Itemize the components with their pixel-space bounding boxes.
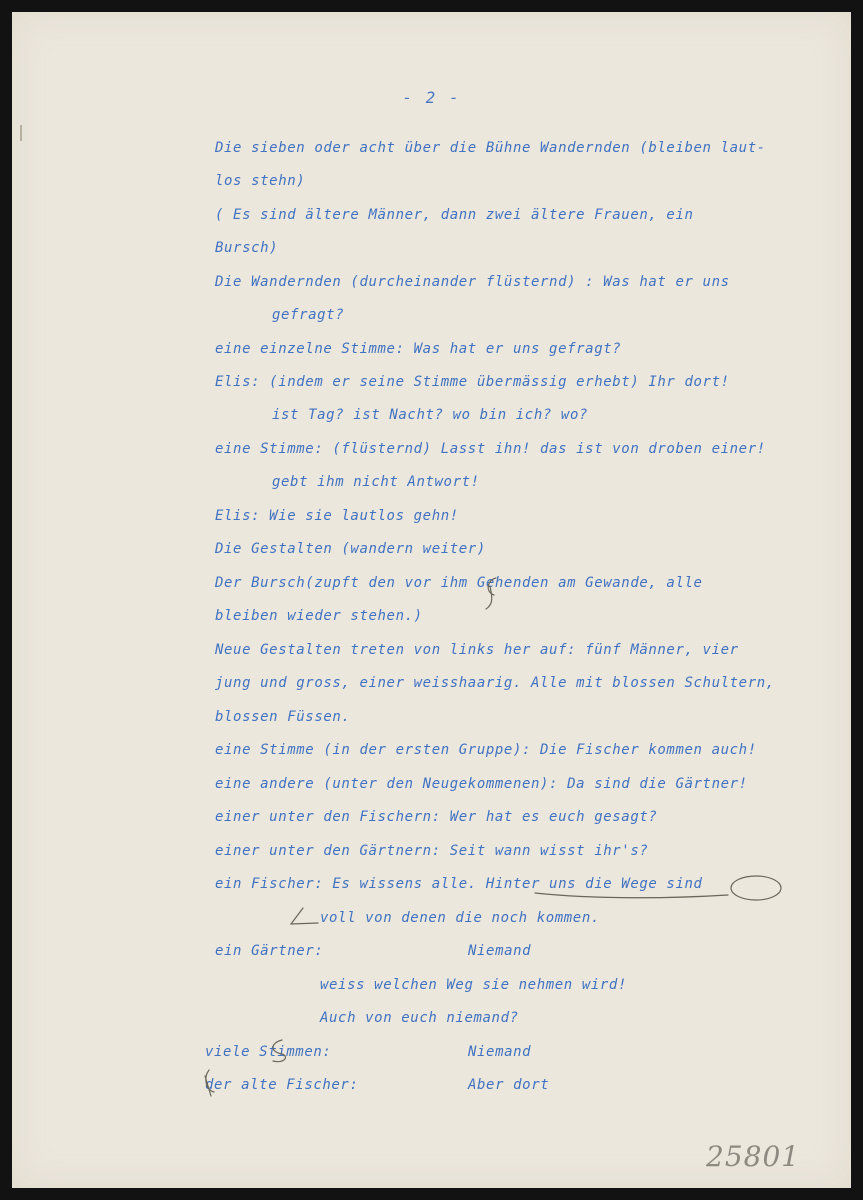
text-line: eine Stimme (in der ersten Gruppe): Die Fischer kommen auch! [215, 742, 757, 758]
text-line: Niemand [468, 1044, 532, 1060]
text-line: einer unter den Gärtnern: Seit wann wisst ihr's? [215, 843, 649, 859]
text-line: Die Wandernden (durcheinander flüsternd) : Was hat er uns [215, 274, 730, 290]
text-line: ( Es sind ältere Männer, dann zwei ältere Frauen, ein [215, 207, 694, 223]
text-line: Der Bursch(zupft den vor ihm Gehenden am Gewande, alle [215, 575, 703, 591]
text-line: Die Gestalten (wandern weiter) [215, 541, 486, 557]
margin-mark [20, 125, 22, 141]
text-line: weiss welchen Weg sie nehmen wird! [320, 977, 627, 993]
text-line: gebt ihm nicht Antwort! [272, 474, 480, 490]
text-line: Die sieben oder acht über die Bühne Wandernden (bleiben laut- [215, 140, 766, 156]
speaker-label: ein Gärtner: [215, 943, 324, 959]
page-number: - 2 - [402, 88, 461, 107]
text-line: ist Tag? ist Nacht? wo bin ich? wo? [272, 407, 589, 423]
archive-number: 25801 [706, 1140, 801, 1173]
text-line: jung und gross, einer weisshaarig. Alle mit blossen Schultern, [215, 675, 775, 691]
text-line: eine Stimme: (flüsternd) Lasst ihn! das ist von droben einer! [215, 441, 766, 457]
text-line: blossen Füssen. [215, 709, 351, 725]
text-line: Auch von euch niemand? [320, 1010, 519, 1026]
text-line: ein Fischer: Es wissens alle. Hinter uns die Wege sind [215, 876, 703, 892]
text-line: bleiben wieder stehen.) [215, 608, 423, 624]
text-line: eine andere (unter den Neugekommenen): Da sind die Gärtner! [215, 776, 748, 792]
text-line: Elis: Wie sie lautlos gehn! [215, 508, 459, 524]
text-line: Neue Gestalten treten von links her auf: fünf Männer, vier [215, 642, 739, 658]
text-line: eine einzelne Stimme: Was hat er uns gefragt? [215, 341, 622, 357]
text-line: einer unter den Fischern: Wer hat es euch gesagt? [215, 809, 658, 825]
text-line: Aber dort [468, 1077, 550, 1093]
text-line: los stehn) [215, 173, 306, 189]
text-line: gefragt? [272, 307, 345, 323]
text-line: Niemand [468, 943, 532, 959]
text-line: voll von denen die noch kommen. [320, 910, 600, 926]
text-line: Bursch) [215, 240, 279, 256]
text-line: Elis: (indem er seine Stimme übermässig erhebt) Ihr dort! [215, 374, 730, 390]
speaker-label: der alte Fischer: [205, 1077, 359, 1093]
speaker-label: viele Stimmen: [205, 1044, 332, 1060]
